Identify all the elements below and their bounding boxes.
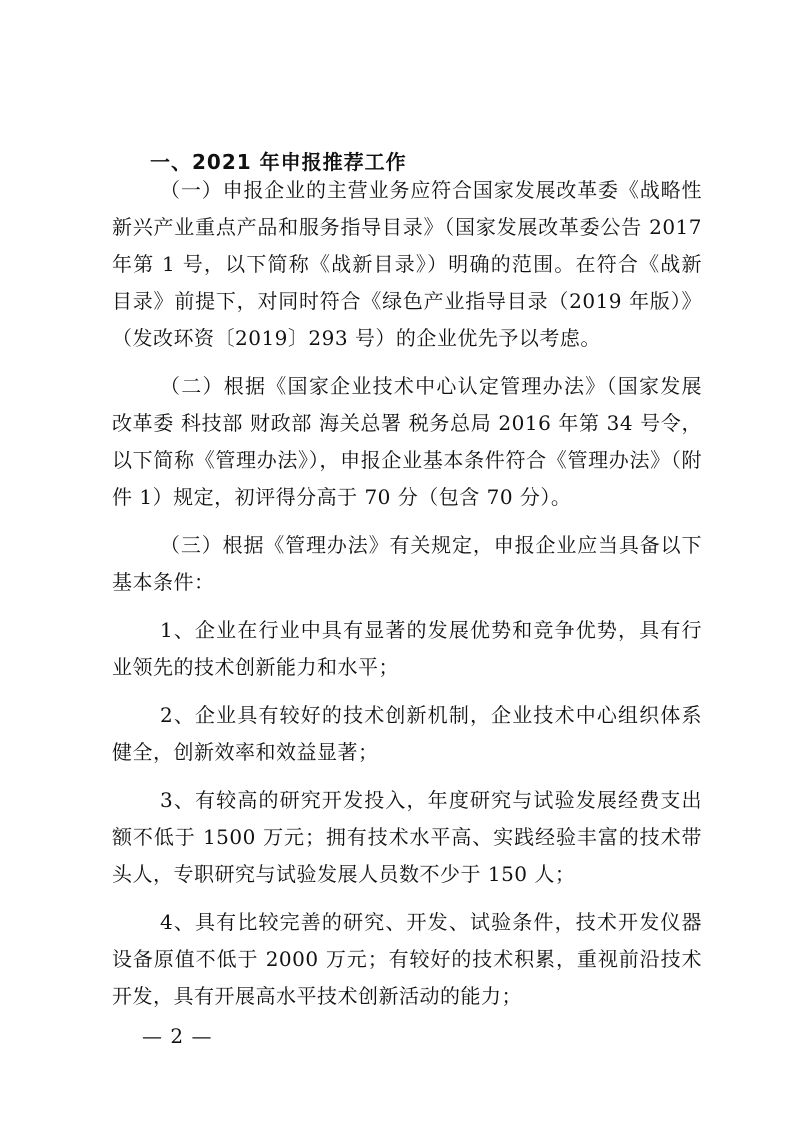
paragraph-2: （二）根据《国家企业技术中心认定管理办法》（国家发展改革委 科技部 财政部 海关总署 税务总局 2016 年第 34 号令，以下简称《管理办法》），申报企业基本条件符合《管理办法》（附件 1）规定，初评得分高于 70 分（包含 70 分）。: [112, 374, 702, 509]
body-text: [112, 172, 702, 1015]
section-heading: 一、2021 年申报推荐工作: [150, 150, 407, 174]
paragraph-5: 2、企业具有较好的技术创新机制，企业技术中心组织体系健全，创新效率和效益显著；: [112, 703, 702, 764]
paragraph-1: （一）申报企业的主营业务应符合国家发展改革委《战略性新兴产业重点产品和服务指导目录》（国家发展改革委公告 2017 年第 1 号，以下简称《战新目录》）明确的范围。在符合《战新目录》前提下，对同时符合《绿色产业指导目录（2019 年版）》（发改环资〔2019〕293 号）的企业优先予以考虑。: [112, 178, 702, 350]
paragraph-4: 1、企业在行业中具有显著的发展优势和竞争优势，具有行业领先的技术创新能力和水平；: [112, 618, 702, 679]
paragraph-6: 3、有较高的研究开发投入，年度研究与试验发展经费支出额不低于 1500 万元；拥有技术水平高、实践经验丰富的技术带头人，专职研究与试验发展人员数不少于 150 人；: [112, 788, 702, 886]
paragraph-7: 4、具有比较完善的研究、开发、试验条件，技术开发仪器设备原值不低于 2000 万元；有较好的技术积累，重视前沿技术开发，具有开展高水平技术创新活动的能力；: [112, 910, 702, 1008]
paragraph-3: （三）根据《管理办法》有关规定，申报企业应当具备以下基本条件：: [112, 533, 702, 594]
page-number: — 2 —: [142, 1024, 213, 1048]
